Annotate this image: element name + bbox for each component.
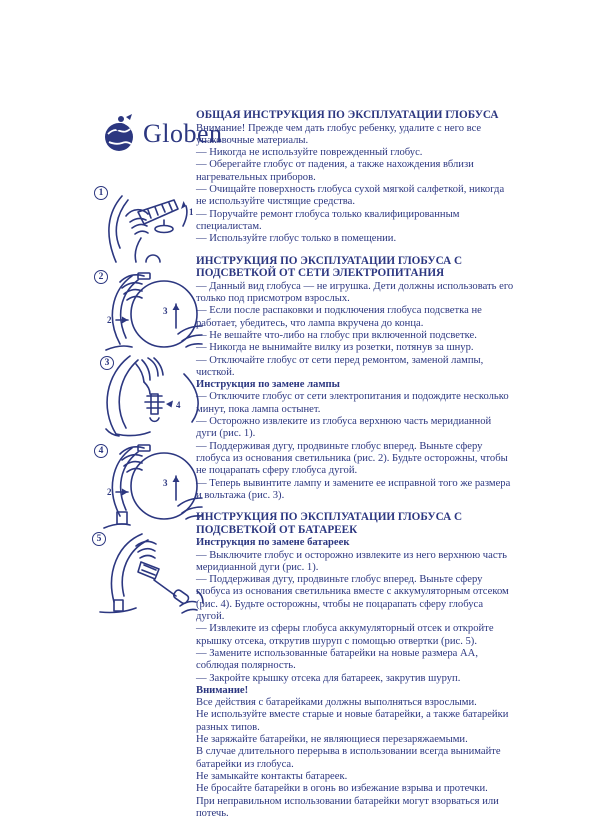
paragraph: — Извлеките из сферы глобуса аккумуляторный отсек и откройте крышку отсека, открутив шуруп с помощью отвертки (рис. 5). xyxy=(196,623,494,647)
globe-logo-icon xyxy=(100,113,142,155)
paragraph: — Выключите глобус и осторожно извлеките из него верхнюю часть меридианной дуги (рис. 1). xyxy=(196,549,507,573)
paragraph: — Поддерживая дугу, продвиньте глобус вперед. Выньте сферу глобуса из основания светильника (рис. 2). Будьте осторожны, чтобы не поцарапать сферу глобуса дугой. xyxy=(196,440,508,477)
figure-2 xyxy=(86,266,204,359)
figure-2-arrow-label-2: 2 xyxy=(107,315,112,325)
figure-5-number: 5 xyxy=(92,532,106,546)
paragraph: Не используйте вместе старые и новые батарейки, а также батарейки разных типов. xyxy=(196,709,509,733)
paragraph: При неправильном использовании батарейки могут взорваться или потечь. xyxy=(196,795,499,819)
figure-1 xyxy=(86,182,198,271)
paragraph: — Закройте крышку отсека для батареек, закрутив шуруп. xyxy=(196,672,461,684)
figure-1-arrow-label: 1 xyxy=(189,207,194,217)
figure-2-number: 2 xyxy=(94,270,108,284)
figure-4-number: 4 xyxy=(94,444,108,458)
paragraph: — Отключайте глобус от сети перед ремонтом, заменой лампы, чисткой. xyxy=(196,354,484,378)
paragraph: Не заряжайте батарейки, не являющиеся перезаряжаемыми. xyxy=(196,734,468,746)
paragraph: — Не вешайте что-либо на глобус при включенной подсветке. xyxy=(196,329,477,341)
subsection-heading: Внимание! xyxy=(196,684,249,696)
figure-4-arrow-label-3: 3 xyxy=(163,478,168,488)
paragraph: — Если после распаковки и подключения глобуса подсветка не работает, убедитесь, что лампа вкручена до конца. xyxy=(196,305,482,329)
subsection-heading: Инструкция по замене батареек xyxy=(196,537,350,549)
paragraph: — Никогда не используйте поврежденный глобус. xyxy=(196,147,423,159)
figure-4-arrow-label-2: 2 xyxy=(107,487,112,497)
paragraph: — Осторожно извлеките из глобуса верхнюю часть меридианной дуги (рис. 1). xyxy=(196,416,492,440)
paragraph: Не бросайте батарейки в огонь во избежание взрыва и протечки. xyxy=(196,783,488,795)
section-heading: ИНСТРУКЦИЯ ПО ЭКСПЛУАТАЦИИ ГЛОБУСА С ПОДСВЕТКОЙ ОТ БАТАРЕЕК xyxy=(196,511,463,536)
figure-3-number: 3 xyxy=(100,356,114,370)
brand-name: Globen xyxy=(143,119,223,148)
paragraph: — Никогда не вынимайте вилку из розетки, потянув за шнур. xyxy=(196,342,474,354)
paragraph: — Поддерживая дугу, продвиньте глобус вперед. Выньте сферу глобуса из основания светильника вместе с аккумуляторным отсеком (рис. 4). Будьте осторожны, чтобы не поцарапать сферу глобуса дугой. xyxy=(196,574,509,623)
section-heading: ОБЩАЯ ИНСТРУКЦИЯ ПО ЭКСПЛУАТАЦИИ ГЛОБУСА xyxy=(196,109,499,121)
figure-1-number: 1 xyxy=(94,186,108,200)
paragraph: — Используйте глобус только в помещении. xyxy=(196,233,397,245)
instruction-section xyxy=(196,255,514,503)
figure-3 xyxy=(86,352,208,443)
paragraph: Внимание! Прежде чем дать глобус ребенку, удалите с него все упаковочные материалы. xyxy=(196,122,482,146)
subsection-heading: Инструкция по замене лампы xyxy=(196,379,340,391)
paragraph: — Теперь вывинтите лампу и замените ее исправной того же размера и вольтажа (рис. 3). xyxy=(196,477,511,501)
paragraph: — Отключите глобус от сети электропитания и подождите несколько минут, пока лампа остынет. xyxy=(196,391,509,415)
paragraph: — Поручайте ремонт глобуса только квалифицированным специалистам. xyxy=(196,208,460,232)
figure-2-arrow-label-3: 3 xyxy=(163,306,168,316)
section-heading: ИНСТРУКЦИЯ ПО ЭКСПЛУАТАЦИИ ГЛОБУСА С ПОДСВЕТКОЙ ОТ СЕТИ ЭЛЕКТРОПИТАНИЯ xyxy=(196,254,463,280)
paragraph: — Оберегайте глобус от падения, а также нахождения вблизи нагревательных приборов. xyxy=(196,159,474,183)
paragraph: — Замените использованные батарейки на новые размера АА, соблюдая полярность. xyxy=(196,647,478,672)
figure-5 xyxy=(84,528,208,621)
figure-4 xyxy=(86,440,204,535)
paragraph: В случае длительного перерыва в использовании всегда вынимайте батарейки из глобуса. xyxy=(196,746,501,770)
paragraph: — Данный вид глобуса — не игрушка. Дети должны использовать его только под присмотром взрослых. xyxy=(196,280,514,305)
paragraph: — Очищайте поверхность глобуса сухой мягкой салфеткой, никогда не используйте чистящие средства. xyxy=(196,184,505,208)
paragraph: Не замыкайте контакты батареек. xyxy=(196,770,348,782)
figure-3-arrow-label: 4 xyxy=(176,400,181,410)
instruction-section xyxy=(196,511,514,820)
instructions-text-column xyxy=(196,109,514,820)
paragraph: Все действия с батарейками должны выполняться взрослыми. xyxy=(196,697,477,709)
instruction-section xyxy=(196,109,514,246)
